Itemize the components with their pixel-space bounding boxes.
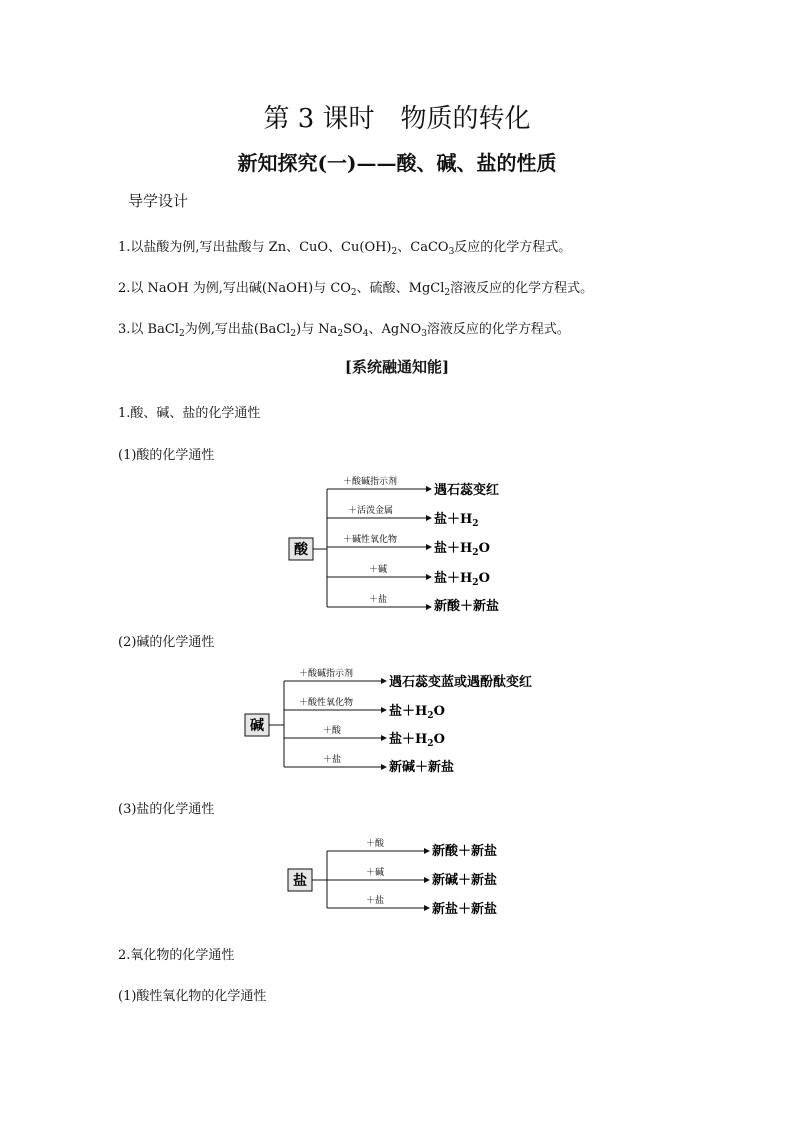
acid-result-basic-oxide: 盐$+H_2O$ xyxy=(434,541,490,558)
question-3: 3.以 BaCl$_2$为例,写出盐(BaCl$_2$)与 $Na_2SO_4$、AgNO$_3$溶液反应的化学方程式。 xyxy=(118,322,570,339)
salt-diagram xyxy=(288,837,497,917)
base-cond-acid: ＋酸 xyxy=(323,726,342,736)
base-result-acidic-oxide: 盐$+H_2O$ xyxy=(389,704,445,721)
section-heading: [系统融通知能] xyxy=(344,358,450,376)
salt-cond-base: ＋碱 xyxy=(366,868,385,878)
acid-cond-salt: ＋盐 xyxy=(369,595,388,605)
base-result-indicator: 遇石蕊变蓝或遇酚酞变红 xyxy=(389,675,533,690)
question-2: 2.以 NaOH 为例,写出碱(NaOH)与 $CO_2$、硫酸、MgCl$_2$溶液反应的化学方程式。 xyxy=(118,281,594,298)
acid-diagram xyxy=(289,475,499,614)
acid-cond-basic-oxide: ＋碱性氧化物 xyxy=(343,535,398,545)
heading-acidic-oxides: (1)酸性氧化物的化学通性 xyxy=(118,989,267,1004)
acid-cond-active-metal: ＋活泼金属 xyxy=(348,506,394,516)
page-title: 第 3 课时 物质的转化 xyxy=(263,104,531,134)
salt-result-acid: 新酸＋新盐 xyxy=(432,844,498,859)
base-cond-acidic-oxide: ＋酸性氧化物 xyxy=(299,698,354,708)
salt-node: 盐 xyxy=(293,873,307,889)
base-cond-indicator: ＋酸碱指示剂 xyxy=(299,669,354,679)
acid-result-base: 盐$+H_2O$ xyxy=(434,571,490,588)
base-node: 碱 xyxy=(250,718,264,734)
heading-salt: (3)盐的化学通性 xyxy=(118,802,215,817)
page-subtitle: 新知探究(一)——酸、碱、盐的性质 xyxy=(237,151,557,175)
acid-result-salt: 新酸＋新盐 xyxy=(434,599,500,614)
acid-cond-indicator: ＋酸碱指示剂 xyxy=(343,477,398,487)
base-result-acid: 盐$+H_2O$ xyxy=(389,732,445,749)
heading-acid: (1)酸的化学通性 xyxy=(118,448,215,463)
acid-result-active-metal: 盐$+H_2$ xyxy=(434,512,479,529)
base-diagram xyxy=(245,667,532,775)
heading-base: (2)碱的化学通性 xyxy=(118,635,215,650)
heading-oxides: 2.氧化物的化学通性 xyxy=(118,948,235,963)
guide-heading: 导学设计 xyxy=(128,192,189,210)
salt-result-salt: 新盐＋新盐 xyxy=(432,902,498,917)
base-cond-salt: ＋盐 xyxy=(323,755,342,765)
acid-result-indicator: 遇石蕊变红 xyxy=(434,483,500,498)
question-1: 1.以盐酸为例,写出盐酸与 Zn、CuO、$Cu(OH)_2$、CaCO$_3$反应的化学方程式。 xyxy=(118,240,572,257)
salt-cond-salt: ＋盐 xyxy=(366,896,385,906)
salt-cond-acid: ＋酸 xyxy=(366,839,385,849)
salt-result-base: 新碱＋新盐 xyxy=(432,873,498,888)
acid-cond-base: ＋碱 xyxy=(369,565,388,575)
base-result-salt: 新碱＋新盐 xyxy=(389,760,455,775)
heading-general-properties: 1.酸、碱、盐的化学通性 xyxy=(118,406,261,421)
acid-node: 酸 xyxy=(294,542,308,558)
